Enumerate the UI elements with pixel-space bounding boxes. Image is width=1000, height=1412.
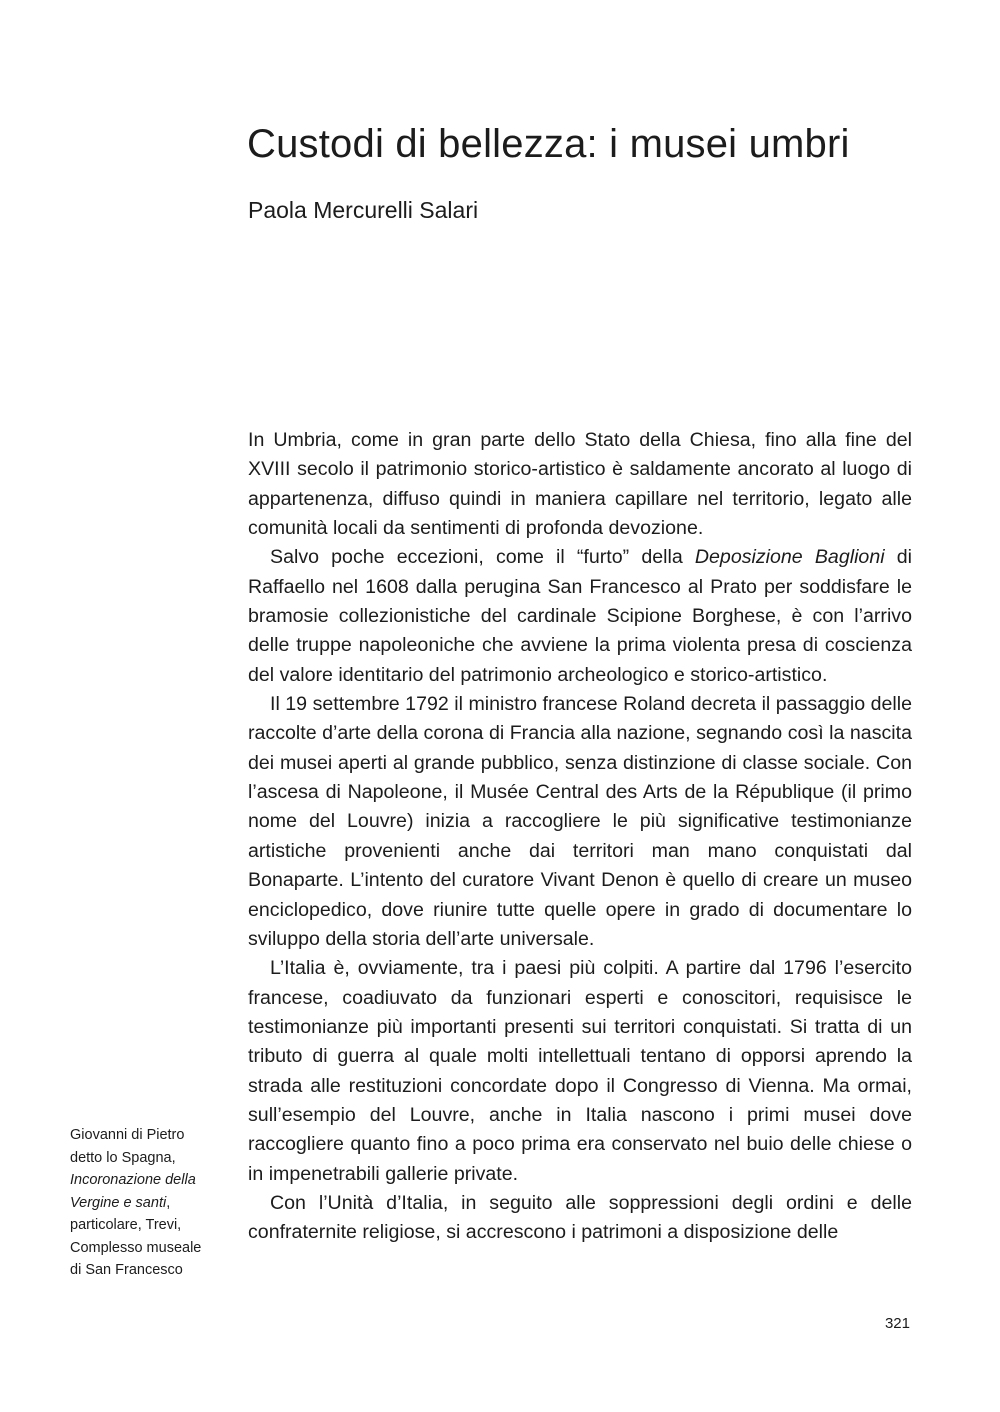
figure-caption (70, 1124, 220, 1282)
caption-line (70, 1192, 220, 1215)
caption-line: detto lo Spagna, (70, 1149, 176, 1166)
page-number: 321 (884, 1315, 910, 1332)
paragraph-2-end: di Raffaello nel 1608 dalla perugina San Francesco al Prato per soddisfare le bramosie collezionistiche del cardinale Scipione Borghese, è con l’arrivo delle truppe napoleoniche che avviene la prima violenta presa di coscienza del valore identitario del patrimonio archeologico e storico-artistico. (248, 546, 912, 686)
artwork-title: Deposizione Baglioni (694, 546, 885, 569)
page-title: Custodi di bellezza: i musei umbri (247, 122, 850, 166)
paragraph-2 (248, 543, 912, 690)
caption-line: Giovanni di Pietro (70, 1127, 185, 1143)
caption-artwork-title: Incoronazione della (70, 1172, 196, 1188)
paragraph-4: L’Italia è, ovviamente, tra i paesi più colpiti. A partire dal 1796 l’esercito francese, coadiuvato da funzionari esperti e conoscitori, requisisce le testimonianze più importanti presenti sui territori conquistati. Si tratta di un tributo di guerra al quale molti intellettuali tentano di opporsi aprendo la strada alle restituzioni concordate dopo il Congresso di Vienna. Ma ormai, sull’esempio del Louvre, anche in Italia nascono i primi musei dove raccogliere quanto fino a poco prima era conservato nel buio delle chiese o in impenetrabili gallerie private. (248, 957, 912, 1185)
author-name: Paola Mercurelli Salari (248, 197, 479, 223)
paragraph-1: In Umbria, come in gran parte dello Stato della Chiesa, fino alla fine del XVIII secolo il patrimonio storico-artistico è saldamente ancorato al luogo di appartenenza, diffuso quindi in maniera capillare nel territorio, legato alle comunità locali da sentimenti di profonda devozione. (248, 429, 912, 540)
caption-line: particolare, Trevi, (70, 1217, 182, 1233)
caption-line: di San Francesco (70, 1262, 183, 1278)
caption-line: Complesso museale (70, 1239, 202, 1256)
paragraph-5: Con l’Unità d’Italia, in seguito alle soppressioni degli ordini e delle confraternite religiose, si accrescono i patrimoni a disposizione delle (248, 1191, 912, 1244)
caption-artwork-title-end: Vergine e santi (70, 1194, 167, 1211)
paragraph-3: Il 19 settembre 1792 il ministro francese Roland decreta il passaggio delle raccolte d’arte della corona di Francia alla nazione, segnando così la nascita dei musei aperti al grande pubblico, senza distinzione di classe sociale. Con l’ascesa di Napoleone, il Musée Central des Arts de la République (il primo nome del Louvre) inizia a raccogliere le più significative testimonianze artistiche provenienti anche dai territori man mano conquistati dal Bonaparte. L’intento del curatore Vivant Denon è quello di creare un museo enciclopedico, dove riunire tutte quelle opere in grado di documentare lo sviluppo della storia dell’arte universale. (248, 693, 912, 950)
caption-comma: , (166, 1194, 171, 1211)
paragraph-2-start: Salvo poche eccezioni, come il “furto” della (270, 546, 695, 569)
body-text (248, 426, 912, 1248)
